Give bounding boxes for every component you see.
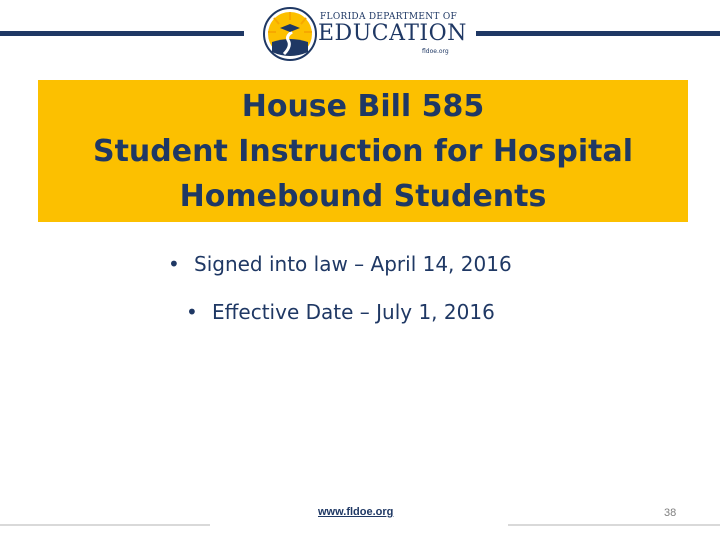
header-rule-left <box>0 31 244 36</box>
title-banner <box>38 80 688 222</box>
bullet-item <box>168 252 512 276</box>
logo-main-text: EDUCATION <box>318 21 467 46</box>
logo-top-text: FLORIDA DEPARTMENT OF <box>320 12 458 22</box>
bullet-marker: • <box>186 300 198 324</box>
title-line-1: House Bill 585 <box>241 88 485 124</box>
logo-sub-text: fldoe.org <box>422 48 449 55</box>
bullet-marker: • <box>168 252 180 276</box>
page-number: 38 <box>664 507 677 519</box>
bullet-text: Effective Date – July 1, 2016 <box>212 300 495 324</box>
fldoe-logo <box>262 6 467 62</box>
header-rule-right <box>476 31 720 36</box>
title-line-3: Homebound Students <box>179 178 547 214</box>
footer-rule-left <box>0 524 210 526</box>
footer-rule-right <box>508 524 720 526</box>
website-link[interactable]: www.fldoe.org <box>318 506 394 518</box>
bullet-text: Signed into law – April 14, 2016 <box>194 252 512 276</box>
title-line-2: Student Instruction for Hospital <box>92 133 634 169</box>
bullet-item <box>186 300 495 324</box>
sun-seal-icon <box>262 6 318 62</box>
slide-title <box>93 84 633 219</box>
